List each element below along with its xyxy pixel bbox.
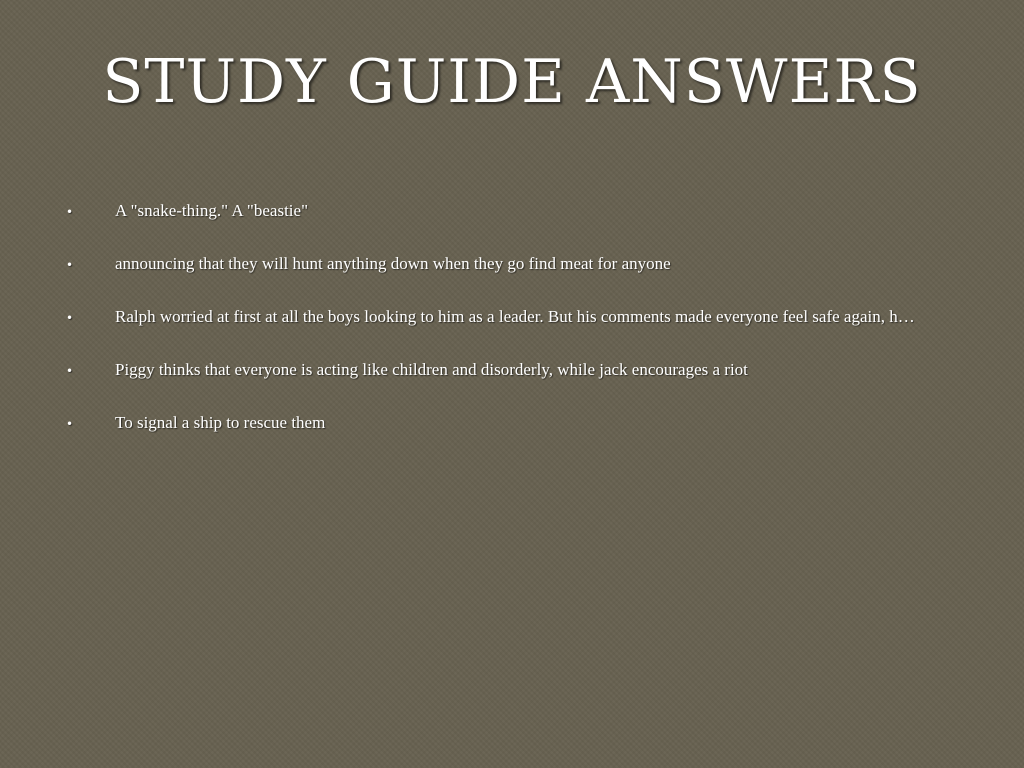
- bullet-text: Piggy thinks that everyone is acting like children and disorderly, while jack encourages a riot: [115, 360, 748, 379]
- list-item: [0, 409, 1024, 462]
- bullet-icon: •: [66, 364, 74, 378]
- bullet-icon: •: [66, 417, 74, 431]
- bullet-text: Ralph worried at first at all the boys looking to him as a leader. But his comments made everyone feel safe again, h…: [115, 307, 915, 326]
- list-item: [0, 197, 1024, 250]
- slide-title: STUDY GUIDE ANSWERS: [102, 47, 922, 117]
- bullet-text: announcing that they will hunt anything down when they go find meat for anyone: [115, 254, 671, 273]
- list-item: [0, 356, 1024, 409]
- bullet-text: To signal a ship to rescue them: [115, 413, 326, 432]
- bullet-list: [0, 197, 1024, 462]
- bullet-icon: •: [66, 205, 74, 219]
- list-item: [0, 250, 1024, 303]
- bullet-text: A "snake-thing." A "beastie": [115, 201, 309, 220]
- bullet-icon: •: [66, 258, 74, 272]
- bullet-icon: •: [66, 311, 74, 325]
- list-item: [0, 303, 1024, 356]
